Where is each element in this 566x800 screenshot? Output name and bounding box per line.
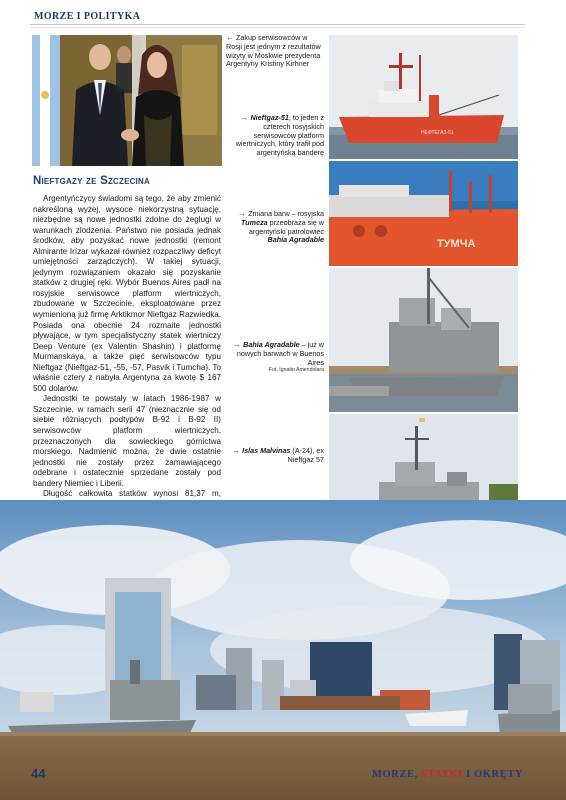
caption-nieftgaz-text: , to jeden z czterech rosyjskich serwisowców platform wiertniczych, który trafił pod argentyńską banderę	[235, 113, 324, 158]
caption-ship-name: Bahía Agradable	[267, 235, 324, 245]
caption-presidents	[226, 34, 324, 69]
arrow-left-icon: ←	[226, 33, 234, 42]
caption-bahia-text: – już w nowych barwach w Buenos Aires	[236, 340, 324, 367]
caption-malvinas-text: (A-24), ex Nieftgaz 57	[287, 446, 324, 464]
arrow-right-icon: →	[233, 340, 242, 349]
page-number: 44	[31, 766, 46, 781]
section-title: MORZE I POLITYKA	[34, 11, 141, 22]
caption-tumcha-text: przeobraża się w argentyński patrolowiec	[248, 217, 324, 236]
magazine-name-part-1: MORZE,	[372, 769, 422, 780]
caption-ship-name: Tumcza	[241, 217, 268, 227]
header-rule-thin	[30, 27, 525, 28]
caption-tumcha-pre: Zmiana barw – rosyjska	[248, 209, 324, 218]
caption-nieftgaz-51	[228, 114, 324, 158]
article-heading-text: Nieftgazy ze Szczecina	[33, 175, 150, 187]
arrow-right-icon: →	[238, 209, 247, 218]
article-heading	[33, 175, 150, 187]
arrow-right-icon: →	[240, 113, 249, 122]
caption-presidents-text: Zakup serwisowców w Rosji jest jednym z rezultatów wizyty w Moskwie prezydenta Argentyny Kristiny Kirhner	[226, 33, 321, 69]
photo-tumcha	[329, 161, 518, 266]
caption-malvinas	[228, 447, 324, 465]
magazine-name	[372, 769, 523, 780]
caption-bahia	[228, 341, 324, 374]
caption-tumcha	[228, 210, 324, 245]
hull-marking-nieftgaz: НЕФТЕГАЗ-51	[421, 130, 454, 136]
photo-bahia-agradable	[329, 268, 518, 412]
article-body	[33, 194, 221, 521]
photo-nieftgaz-51	[329, 35, 518, 159]
hull-marking-tumcha: ТУМЧА	[437, 238, 476, 250]
header-rule	[30, 24, 525, 25]
caption-ship-name: Nieftgaz-51	[250, 113, 289, 122]
arrow-right-icon: →	[232, 446, 241, 455]
photo-buenos-aires-port	[0, 500, 566, 800]
caption-ship-name: Islas Malvinas	[242, 446, 291, 455]
caption-ship-name: Bahía Agradable	[243, 340, 300, 349]
magazine-name-part-2: STATKI	[421, 769, 463, 780]
photo-presidents	[32, 35, 222, 166]
magazine-name-part-3: I OKRĘTY	[462, 769, 524, 780]
article-paragraph-3: Długość całkowita statków wynosi 81,37 m,	[43, 489, 221, 499]
article-paragraph-1: Argentyńczycy świadomi są tego, że aby zmienić nakreśloną wyżej, wysoce niekorzystną sytuację, niezbędne są nowe jednostki zdolne do żeglugi w warunkach zlodzenia. Państwo nie posiada jednak środków, aby pozyskać nowe jednostki (remont Almirante Irízar wykazał również rozpaczliwy deficyt umiejętności zarządczych). W takiej sytuacji, jedynym rozwiązaniem okazało się pozyskanie statków z drugiej ręki. Wybór Buenos Aires padł na rosyjskie serwisowce platform wiertniczych, zbudowane w Szczecinie, eksploatowane przez wymienioną już firmę Arktikmor Nieftgaz Razwiedka. Posiada ona obecnie 24 rozmaite jednostki pływające, w tym specjalistyczny statek wiertniczy Deep Venture (ex Valentin Shashin) i platformę Murmanskaya, a także pięć serwisowców typu Nieftgaz (Nieftgaz-51, -55, -57, Pasvik i Tumcha). To właśnie cztery z nabyła Argentyna za kwotę $ 167 500 dolarów.	[33, 194, 221, 393]
article-paragraph-2: Jednostki te powstały w latach 1986-1987 w Szczecinie, w ramach serii 47 (nieznacznie się od siebie różniących podtypów B-92 i B-92 II) serwisowców platform wiertniczych, przeznaczonych dla sowieckiego górnictwa morskiego. Nadmienić można, że dwie ostatnie jednostki nie zostały przez zamawiającego odebrane i ostatecznie sprzedane zostały pod bandery Niemiec i Liberii.	[33, 394, 221, 488]
photo-credit: Fot. Ignatio Amendolara	[268, 367, 324, 374]
